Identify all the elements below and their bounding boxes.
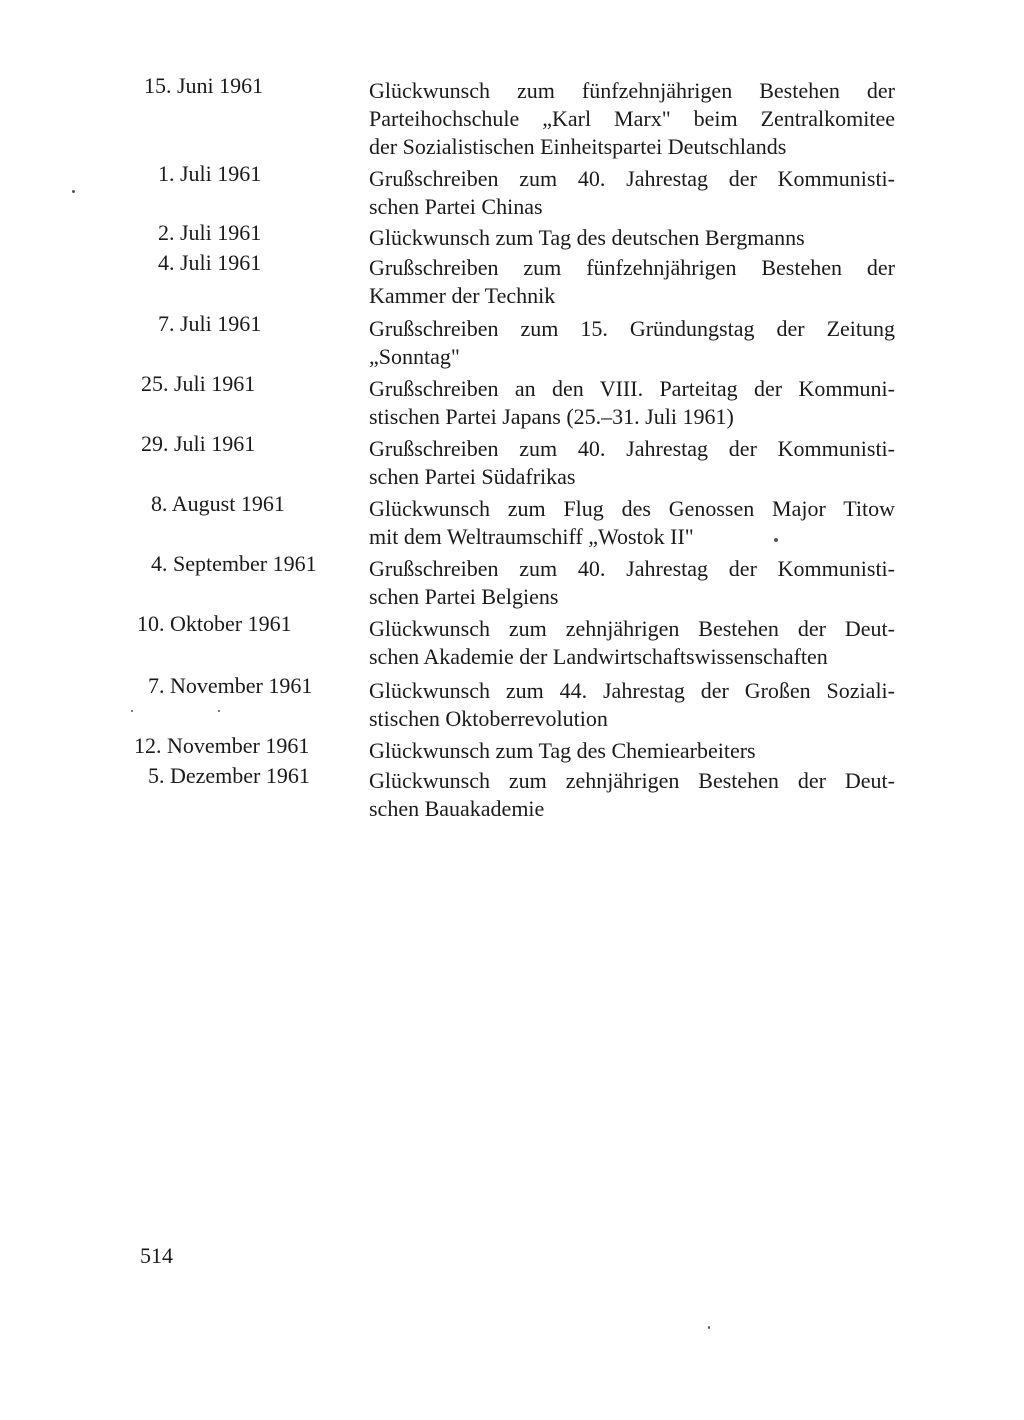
scan-speck [131, 710, 133, 712]
entry-text-line: der Sozialistischen Einheitspartei Deutschlands [369, 134, 787, 159]
entry-date: 7. November 1961 [148, 673, 313, 698]
entry-text-line: Grußschreiben zum 40. Jahrestag der Kommunisti- [369, 166, 895, 191]
entry-date: 29. Juli 1961 [141, 431, 256, 456]
entry-text-line: Glückwunsch zum zehnjährigen Bestehen der Deut- [369, 768, 895, 793]
scan-speck [774, 538, 778, 542]
entry-date: 4. Juli 1961 [158, 250, 262, 275]
entry-text [369, 737, 895, 765]
entry-text-line: schen Partei Belgiens [369, 584, 559, 609]
entry-text [369, 254, 895, 310]
entry-text-line: Parteihochschule „Karl Marx" beim Zentralkomitee [369, 106, 895, 131]
entry-text-line: stischen Partei Japans (25.–31. Juli 1961) [369, 404, 734, 429]
entry-text [369, 315, 895, 371]
entry-text-line: Grußschreiben zum 40. Jahrestag der Kommunisti- [369, 436, 895, 461]
entry-text-line: Grußschreiben zum 40. Jahrestag der Kommunisti- [369, 556, 895, 581]
entry-text-line: schen Akademie der Landwirtschaftswissenschaften [369, 644, 828, 669]
scan-speck [708, 1326, 710, 1329]
entry-text [369, 677, 895, 733]
entry-date: 7. Juli 1961 [158, 311, 262, 336]
entry-date: 4. September 1961 [151, 551, 317, 576]
entry-text-line: Glückwunsch zum Flug des Genossen Major Titow [369, 496, 895, 521]
entry-text-line: Glückwunsch zum Tag des Chemiearbeiters [369, 738, 756, 763]
entry-text-line: Glückwunsch zum Tag des deutschen Bergmanns [369, 225, 805, 250]
entry-text [369, 495, 895, 551]
entry-text [369, 555, 895, 611]
entry-date: 15. Juni 1961 [144, 73, 264, 98]
entry-text-line: Glückwunsch zum zehnjährigen Bestehen der Deut- [369, 616, 895, 641]
entry-text [369, 224, 895, 252]
entry-date: 5. Dezember 1961 [148, 763, 310, 788]
entry-text [369, 615, 895, 671]
entry-text [369, 767, 895, 823]
page-number: 514 [140, 1243, 173, 1268]
entry-date: 12. November 1961 [134, 733, 310, 758]
entry-text-line: Grußschreiben zum fünfzehnjährigen Bestehen der [369, 255, 895, 280]
entry-text [369, 435, 895, 491]
entry-text [369, 375, 895, 431]
entry-text-line: Glückwunsch zum fünfzehnjährigen Bestehen der [369, 78, 895, 103]
entry-date: 10. Oktober 1961 [137, 611, 292, 636]
entry-date: 25. Juli 1961 [141, 371, 256, 396]
entry-text-line: schen Partei Südafrikas [369, 464, 576, 489]
entry-text-line: schen Bauakademie [369, 796, 545, 821]
entry-text [369, 77, 895, 161]
scan-speck [72, 190, 75, 193]
entry-text-line: Grußschreiben zum 15. Gründungstag der Zeitung [369, 316, 895, 341]
entry-date: 8. August 1961 [151, 491, 285, 516]
entry-date: 2. Juli 1961 [158, 220, 262, 245]
entry-text-line: mit dem Weltraumschiff „Wostok II" [369, 524, 694, 549]
entry-text-line: Glückwunsch zum 44. Jahrestag der Großen Soziali- [369, 678, 895, 703]
entry-text-line: schen Partei Chinas [369, 194, 543, 219]
entry-text-line: Kammer der Technik [369, 283, 556, 308]
entry-text-line: Grußschreiben an den VIII. Parteitag der Kommuni- [369, 376, 895, 401]
entry-date: 1. Juli 1961 [158, 161, 262, 186]
entry-text [369, 165, 895, 221]
entry-text-line: „Sonntag" [369, 344, 460, 369]
entry-text-line: stischen Oktoberrevolution [369, 706, 608, 731]
scan-speck [218, 710, 220, 712]
